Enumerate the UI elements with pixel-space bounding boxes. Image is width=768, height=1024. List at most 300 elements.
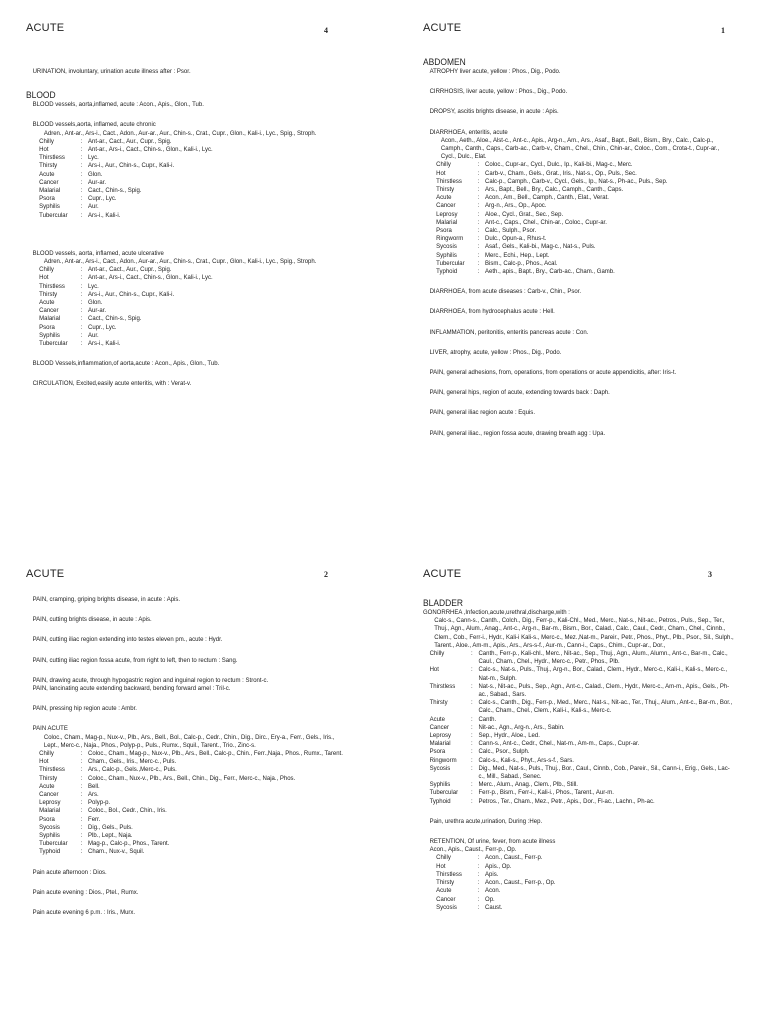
row-category: Hot xyxy=(436,169,446,177)
rubric-entry xyxy=(423,838,734,912)
row-remedies: Sep., Hydr., Aloe., Led. xyxy=(478,732,540,740)
remedy-row xyxy=(39,154,349,162)
row-colon: : xyxy=(477,879,480,887)
row-remedies: Cann-s., Ant-c., Cedr., Chel., Nat-m., Am-m., Caps., Cupr-ar. xyxy=(478,740,640,748)
remedy-row xyxy=(39,203,349,211)
remedy-row xyxy=(39,766,349,774)
row-remedies: Apis. xyxy=(485,870,499,878)
row-colon: : xyxy=(477,177,480,185)
row-category: Thirstless xyxy=(429,682,456,690)
rubric-entry xyxy=(26,869,349,877)
row-remedies: Aur-ar. xyxy=(88,307,107,315)
row-remedies: Calc-s., Canth., Dig., Ferr-p., Med., Merc., Nat-s., Nit-ac., Ter., Thuj., Alum., Ant-c., Bar-m., Bor., Calc., Cham., Chel., Clem., Kali-i., Kali-s., Merc-c. xyxy=(478,699,733,715)
rubric-title: BLOOD Vessels,inflammation,of aorta,acute : Acon., Apis., Glon., Tub. xyxy=(32,360,220,368)
row-remedies: Ars., Bapt., Bell., Bry., Calc., Camph., Canth., Caps. xyxy=(485,186,624,194)
remedy-row xyxy=(436,896,734,904)
rubric-entry xyxy=(26,685,349,693)
row-colon: : xyxy=(80,791,83,799)
row-remedies: Ferr. xyxy=(88,815,101,823)
row-colon: : xyxy=(477,218,480,226)
rubric-title: BLOOD vessels,aorta, inflamed, acute chronic xyxy=(32,121,156,129)
rubric-entry xyxy=(423,609,734,806)
row-category: Psora xyxy=(39,815,55,823)
remedy-row xyxy=(430,666,735,682)
row-remedies: Ars-i., Aur., Chin-s., Cupr., Kali-i. xyxy=(88,162,175,170)
page-3 xyxy=(384,512,768,1024)
row-colon: : xyxy=(80,290,83,298)
rubric-entry xyxy=(26,636,349,644)
remedy-row xyxy=(436,260,734,268)
row-category: Tubercular xyxy=(39,340,68,348)
remedy-row xyxy=(430,740,735,748)
row-category: Acute xyxy=(436,194,452,202)
row-remedies: Ars-i., Kali-i. xyxy=(88,340,121,348)
rubric-title: DIARRHOEA, from hydrocephalus acute : Hell. xyxy=(429,308,555,316)
rubric-title: Pain, urethra acute,urination, During :Hep. xyxy=(429,817,543,825)
rubric-title: INFLAMMATION, peritonitis, enteritis pancreas acute : Con. xyxy=(429,328,589,336)
page-body xyxy=(26,596,349,917)
row-remedies: Cact., Chin-s., Spig. xyxy=(88,187,142,195)
row-remedies: Dig., Med., Nat-s., Puls., Thuj., Bor., Caul., Cinnb., Cob., Pareir., Sil., Cann-i., Erig., Gels., Lac-c., Mill., Sabad., Senec. xyxy=(478,764,730,781)
rubric-entry xyxy=(423,409,734,417)
row-category: Thirstless xyxy=(436,177,462,185)
remedy-row xyxy=(39,783,349,791)
rubric-entry xyxy=(423,129,734,277)
row-colon: : xyxy=(80,203,83,211)
row-category: Thirstless xyxy=(39,766,65,774)
remedy-row xyxy=(430,650,735,666)
rubric-title: RETENTION, Of urine, fever, from acute illness xyxy=(429,838,556,846)
rubric-title: PAIN, cramping, griping brights disease, in acute : Apis. xyxy=(32,596,181,603)
row-colon: : xyxy=(80,823,83,831)
remedy-list: Adren., Ant-ar., Ars-i., Cact., Adon., Aur-ar., Aur., Chin-s., Crat., Cupr., Glon., Kali-i., Lyc., Spig., Stroph. xyxy=(43,129,317,137)
row-category: Hot xyxy=(39,758,49,766)
row-category: Leprosy xyxy=(436,210,458,218)
row-category: Hot xyxy=(39,146,49,154)
remedy-row xyxy=(39,840,349,848)
page-body xyxy=(423,57,734,438)
row-category: Psora xyxy=(39,195,55,203)
rubric-entry xyxy=(423,430,734,438)
row-colon: : xyxy=(470,715,473,723)
row-remedies: Cham., Nux-v., Squil. xyxy=(88,848,145,856)
row-colon: : xyxy=(477,186,480,194)
row-category: Cancer xyxy=(39,791,59,799)
rubric-entry xyxy=(423,389,734,397)
row-remedies: Calc., Sulph., Psor. xyxy=(485,227,537,235)
remedy-row xyxy=(436,202,734,210)
rubric-entry xyxy=(423,349,734,357)
rubric-title: CIRRHOSIS, liver acute, yellow : Phos., Dig., Podo. xyxy=(429,88,568,96)
remedy-row xyxy=(436,170,734,178)
rubric-title: PAIN, drawing acute, through hypogastric region and inguinal region to rectum : Stront-c. xyxy=(32,676,269,684)
rubric-entry xyxy=(423,329,734,337)
row-remedies: Petros., Ter., Cham., Mez., Petr., Apis., Dor., Fl-ac., Lachn., Ph-ac. xyxy=(478,797,655,805)
remedy-row xyxy=(39,775,349,783)
row-remedies: Lyc. xyxy=(88,154,99,162)
row-colon: : xyxy=(80,162,83,170)
rubric-entry xyxy=(423,369,734,377)
row-category: Cancer xyxy=(429,723,449,731)
rubric-entry xyxy=(423,288,734,296)
row-colon: : xyxy=(470,764,473,772)
remedy-row xyxy=(39,195,349,203)
remedy-row xyxy=(436,268,734,276)
rubric-title: DROPSY, ascitis brights disease, in acute : Apis. xyxy=(429,108,559,116)
row-remedies: Calc-s., Nat-s., Puls., Thuj., Arg-n., Bor., Calad., Clem., Hydr., Merc-c., Kali-i., Kali-s., Merc-c., Nat-m., Sulph. xyxy=(478,666,728,682)
remedy-table xyxy=(33,138,350,220)
row-colon: : xyxy=(477,903,480,911)
page-1 xyxy=(384,0,768,512)
row-remedies: Ars-i., Aur., Chin-s., Cupr., Kali-i. xyxy=(88,290,175,298)
row-category: Psora xyxy=(39,323,55,331)
row-colon: : xyxy=(477,862,480,870)
row-category: Typhoid xyxy=(39,848,61,856)
row-colon: : xyxy=(80,766,83,774)
rubric-entry xyxy=(26,121,349,219)
page-header: ACUTE xyxy=(26,568,65,580)
remedy-row xyxy=(39,848,349,856)
row-category: Chilly xyxy=(429,650,445,658)
row-colon: : xyxy=(470,748,473,756)
remedy-row xyxy=(430,781,735,789)
rubric-entry xyxy=(26,657,349,665)
remedy-list: Acon., Apis., Caust., Ferr-p., Op. xyxy=(429,846,517,854)
row-category: Thirsty xyxy=(436,186,455,194)
row-colon: : xyxy=(80,307,83,315)
rubric-title: GONORRHEA ,Infection,acute,urethral,discharge,with : xyxy=(423,609,570,616)
remedy-row xyxy=(436,219,734,227)
section-heading: BLOOD xyxy=(26,90,56,101)
row-category: Hot xyxy=(436,862,446,870)
row-remedies: Calc-p., Camph., Carb-v., Cycl., Gels., Ip., Nat-s., Ph-ac., Puls., Sep. xyxy=(485,177,668,185)
row-colon: : xyxy=(477,227,480,235)
row-colon: : xyxy=(470,723,473,731)
remedy-row xyxy=(430,699,735,715)
remedy-list: Adren., Ant-ar., Ars-i., Cact., Adon., Aur-ar., Aur., Chin-s., Crat., Cupr., Glon., Kali-i., Lyc., Spig., Stroph. xyxy=(43,258,317,266)
remedy-row xyxy=(39,807,349,815)
rubric-title: PAIN ACUTE xyxy=(32,725,68,733)
row-category: Sycosis xyxy=(436,243,457,251)
row-colon: : xyxy=(470,740,473,748)
row-colon: : xyxy=(80,807,83,815)
row-category: Chilly xyxy=(39,750,54,758)
row-remedies: Calc., Psor., Sulph. xyxy=(478,748,530,756)
page-body xyxy=(26,68,349,389)
row-category: Syphilis xyxy=(39,832,60,840)
rubric-title: DIARRHOEA, enteritis, acute xyxy=(429,128,508,136)
section-heading: ABDOMEN xyxy=(423,57,466,67)
row-remedies: Cupr., Lyc. xyxy=(88,195,117,203)
row-category: Ringworm xyxy=(436,235,464,243)
row-category: Cancer xyxy=(39,178,59,186)
row-remedies: Ars. xyxy=(88,791,99,799)
row-category: Thirstless xyxy=(39,282,65,290)
row-category: Thirsty xyxy=(436,879,455,887)
row-category: Malarial xyxy=(429,740,451,748)
row-category: Psora xyxy=(429,748,446,756)
rubric-entry xyxy=(26,705,349,713)
row-category: Sycosis xyxy=(39,823,60,831)
remedy-row xyxy=(39,758,349,766)
row-remedies: Ant-ar., Cact., Aur., Cupr., Spig. xyxy=(88,266,172,274)
rubric-title: DIARRHOEA, from acute diseases : Carb-v., Chin., Psor. xyxy=(429,288,582,296)
row-remedies: Canth., Ferr-p., Kali-chl., Merc., Nit-ac., Sep., Thuj., Agn., Alum., Alumn., Ant-c., Bar-m., Calc., Caul., Cham., Chel., Hydr., Merc-c., Petr., Phos., Plb. xyxy=(478,650,728,666)
row-remedies: Aur. xyxy=(88,331,99,339)
row-colon: : xyxy=(80,187,83,195)
row-colon: : xyxy=(80,782,83,790)
row-remedies: Aloe., Cycl., Grat., Sec., Sep. xyxy=(485,210,564,218)
rubric-entry xyxy=(26,360,349,368)
row-category: Tubercular xyxy=(436,259,465,267)
remedy-table xyxy=(430,161,735,276)
row-colon: : xyxy=(477,194,480,202)
row-remedies: Caust. xyxy=(485,903,503,911)
row-colon: : xyxy=(80,840,83,848)
row-category: Chilly xyxy=(39,266,54,274)
page-number: 4 xyxy=(324,26,328,35)
row-category: Leprosy xyxy=(39,799,61,807)
row-category: Syphilis xyxy=(429,781,451,789)
row-colon: : xyxy=(80,815,83,823)
row-remedies: Carb-v., Cham., Gels., Grat., Iris., Nat-s., Op., Puls., Sec. xyxy=(485,169,637,177)
row-colon: : xyxy=(80,832,83,840)
remedy-table xyxy=(430,854,735,911)
page-header: ACUTE xyxy=(26,22,65,34)
rubric-title: Pain acute evening : Dios., Ptel., Rumx. xyxy=(32,888,139,896)
remedy-table xyxy=(33,266,350,348)
remedy-row xyxy=(430,789,735,797)
row-remedies: Coloc., Bol., Cedr., Chin., Iris. xyxy=(88,807,167,815)
row-colon: : xyxy=(470,666,473,674)
remedy-row xyxy=(430,765,735,781)
remedy-row xyxy=(39,274,349,282)
remedy-row xyxy=(39,750,349,758)
page-header: ACUTE xyxy=(423,22,462,34)
rubric-title: PAIN, cutting brights disease, in acute : Apis. xyxy=(32,616,152,624)
rubric-entry xyxy=(423,308,734,316)
rubric-title: Pain acute evening 6 p.m. : Iris., Murx. xyxy=(32,909,136,917)
row-remedies: Dulc., Opun-a., Rhus-t. xyxy=(485,235,547,243)
row-remedies: Glon. xyxy=(88,170,103,178)
remedy-row xyxy=(39,283,349,291)
remedy-row xyxy=(430,732,735,740)
row-remedies: Cupr., Lyc. xyxy=(88,323,117,331)
remedy-row xyxy=(39,332,349,340)
row-category: Chilly xyxy=(39,137,54,145)
remedy-row xyxy=(430,757,735,765)
row-colon: : xyxy=(477,887,480,895)
rubric-entry xyxy=(26,909,349,917)
row-remedies: Acon., Caust., Ferr-p. xyxy=(485,854,543,862)
remedy-row xyxy=(39,816,349,824)
rubric-entry xyxy=(26,101,349,109)
rubric-title: PAIN, lancinating acute extending backward, bending forward amel : Tril-c. xyxy=(32,685,231,693)
rubric-entry xyxy=(26,380,349,388)
row-category: Hot xyxy=(429,666,439,674)
row-colon: : xyxy=(477,235,480,243)
row-colon: : xyxy=(477,854,480,862)
row-category: Sycosis xyxy=(429,764,451,772)
rubric-entry xyxy=(423,818,734,826)
section-heading: BLADDER xyxy=(423,598,463,608)
row-colon: : xyxy=(477,870,480,878)
page-header: ACUTE xyxy=(423,568,462,580)
row-colon: : xyxy=(477,259,480,267)
row-colon: : xyxy=(470,797,473,805)
row-category: Thirsty xyxy=(429,699,448,707)
row-colon: : xyxy=(477,169,480,177)
page-4 xyxy=(0,0,384,512)
rubric-entry xyxy=(26,725,349,856)
rubric-entry xyxy=(26,68,349,76)
row-remedies: Merc., Alum., Anag., Clem., Plb., Still. xyxy=(478,781,578,789)
remedy-row xyxy=(39,187,349,195)
row-category: Syphilis xyxy=(39,203,60,211)
row-category: Hot xyxy=(39,274,49,282)
row-remedies: Ars., Calc-p., Gels.,Merc-c., Puls. xyxy=(88,766,177,774)
rubric-title: LIVER, atrophy, acute, yellow : Phos., Dig., Podo. xyxy=(429,348,562,356)
row-colon: : xyxy=(80,340,83,348)
row-colon: : xyxy=(80,282,83,290)
remedy-row xyxy=(436,211,734,219)
row-colon: : xyxy=(80,323,83,331)
row-category: Ringworm xyxy=(429,756,457,764)
row-category: Syphilis xyxy=(39,331,60,339)
rubric-title: PAIN, pressing hip region acute : Ambr. xyxy=(32,705,137,713)
remedy-row xyxy=(430,748,735,756)
row-remedies: Bism., Calc-p., Phos., Acal. xyxy=(485,259,558,267)
remedy-row xyxy=(436,243,734,251)
row-colon: : xyxy=(80,154,83,162)
remedy-row xyxy=(39,307,349,315)
remedy-row xyxy=(436,904,734,912)
rubric-title: BLOOD vessels, aorta, inflamed, acute ulcerative xyxy=(32,249,164,257)
row-remedies: Nit-ac., Agn., Arg-n., Ars., Sabin. xyxy=(478,723,565,731)
remedy-table xyxy=(423,650,734,806)
row-colon: : xyxy=(80,195,83,203)
rubric-entry xyxy=(423,68,734,76)
row-category: Thirsty xyxy=(39,162,58,170)
row-remedies: Ars-i., Kali-i. xyxy=(88,211,121,219)
remedy-row xyxy=(436,227,734,235)
rubric-title: URINATION, involuntary, urination acute illness after : Psor. xyxy=(32,68,191,75)
remedy-list: Calc-s., Cann-s., Canth., Colch., Dig., Ferr-p., Kali-Chl., Med., Merc., Nat-s., Nit-ac., Petros., Puls., Sep., Ter., Thuj., Agn., Alum., Anag., Ant-c., Arg-n., Bar-m., Bism., Bor., Calad., Calc., Caul., Cedr., Cham., Chel., Cinnb., Clem., Cob., Ferr-i., Hydr., Kali-i Kali-s., Merc-c., Mez.,Nat-m., Pareir., Petr., Phos., Phyt., Plb., Psor., Sil., Sulph., Tarent., Aloe., Am-m., Apis., Ars., Ars-s-f., Aur-m., Cann-i., Caps., Chim., Cupr-ar., Dor., xyxy=(434,617,734,649)
row-remedies: Lyc. xyxy=(88,282,99,290)
row-colon: : xyxy=(80,799,83,807)
row-colon: : xyxy=(477,268,480,276)
rubric-title: PAIN, cutting iliac region extending into testes eleven pm., acute : Hydr. xyxy=(32,636,223,644)
rubric-entry xyxy=(26,596,349,604)
row-remedies: Ant-ar., Ars-i., Cact., Chin-s., Glon., Kali-i., Lyc. xyxy=(88,274,213,282)
row-colon: : xyxy=(477,895,480,903)
remedy-list: Coloc., Cham., Mag-p., Nux-v., Plb., Ars., Bell., Bol., Calc-p., Cedr., Chin., Dig., Dirc., Ery-a., Ferr., Gels., Iris., Lept., Merc-c., Naja., Phos., Polyp-p., Puls., Rumx., Squil., Tarent., Trio., Zinc-s. xyxy=(43,733,335,749)
row-category: Typhoid xyxy=(436,268,458,276)
row-remedies: Acon., Caust., Ferr-p., Op. xyxy=(485,879,556,887)
row-remedies: Coloc., Cham., Nux-v., Plb., Ars., Bell., Chin., Dig., Ferr., Merc-c., Naja., Phos. xyxy=(88,774,296,782)
remedy-row xyxy=(436,178,734,186)
row-category: Cancer xyxy=(436,202,456,210)
row-category: Acute xyxy=(39,170,55,178)
remedy-row xyxy=(39,212,349,220)
remedy-row xyxy=(436,879,734,887)
remedy-row xyxy=(430,683,735,699)
remedy-row xyxy=(430,798,735,806)
row-category: Acute xyxy=(39,782,55,790)
row-remedies: Ant-ar., Cact., Aur., Cupr., Spig. xyxy=(88,137,172,145)
row-remedies: Op. xyxy=(485,895,495,903)
rubric-title: CIRCULATION, Excited,easily acute enteritis, with : Verat-v. xyxy=(32,380,192,388)
row-colon: : xyxy=(470,781,473,789)
rubric-entry xyxy=(26,250,349,348)
row-category: Typhoid xyxy=(429,797,451,805)
remedy-row xyxy=(436,186,734,194)
row-category: Acute xyxy=(39,299,55,307)
row-category: Malarial xyxy=(39,187,61,195)
row-colon: : xyxy=(80,146,83,154)
page-2 xyxy=(0,512,384,1024)
remedy-row xyxy=(39,799,349,807)
remedy-row xyxy=(39,162,349,170)
row-category: Cancer xyxy=(436,895,456,903)
row-remedies: Cact., Chin-s., Spig. xyxy=(88,315,142,323)
row-remedies: Dig., Gels., Puls. xyxy=(88,823,133,831)
row-category: Acute xyxy=(436,887,452,895)
row-remedies: Canth. xyxy=(478,715,497,723)
row-colon: : xyxy=(80,274,83,282)
row-colon: : xyxy=(80,266,83,274)
row-remedies: Cham., Gels., Iris., Merc-c., Puls. xyxy=(88,758,177,766)
row-remedies: Coloc., Cham., Mag-p., Nux-v., Plb., Ars., Bell., Calc-p., Chin., Ferr.,Naja., Phos., Rumx., Tarent. xyxy=(88,750,343,758)
row-category: Psora xyxy=(436,227,452,235)
remedy-row xyxy=(436,194,734,202)
row-colon: : xyxy=(477,161,480,169)
remedy-list: Acon., Aeth., Aloe., Alst-c., Ant-c., Apis., Arg-n., Am., Ars., Asaf., Bapt., Bell., Bism., Bry., Calc., Calc-p., Camph., Canth., Caps., Carb-ac., Carb-v., Cham., Chel., Chin., Chin-ar., Coloc., Com., Crota-t., Cupr-ar., Cycl., Dulc., Elat. xyxy=(440,136,720,161)
row-remedies: Apis., Op. xyxy=(485,862,512,870)
row-remedies: Coloc., Cupr-ar., Cycl., Dulc., Ip., Kali-bi., Mag-c., Merc. xyxy=(485,161,633,169)
remedy-row xyxy=(39,299,349,307)
row-colon: : xyxy=(80,170,83,178)
remedy-row xyxy=(39,266,349,274)
remedy-row xyxy=(39,340,349,348)
row-colon: : xyxy=(470,732,473,740)
row-colon: : xyxy=(477,251,480,259)
row-remedies: Ant-c., Caps., Chel., Chin-ar., Coloc., Cupr-ar. xyxy=(485,218,607,226)
row-colon: : xyxy=(80,848,83,856)
row-remedies: Nat-s., Nit-ac., Puls., Sep., Agn., Ant-c., Calad., Clem., Hydr., Merc-c., Am-m., Apis., Gels., Ph-ac., Sabad., Sars. xyxy=(478,682,730,699)
row-colon: : xyxy=(80,758,83,766)
row-category: Malarial xyxy=(39,315,61,323)
row-colon: : xyxy=(470,650,473,658)
row-remedies: Acon. xyxy=(485,887,501,895)
row-colon: : xyxy=(80,178,83,186)
remedy-row xyxy=(39,315,349,323)
row-category: Malarial xyxy=(436,218,458,226)
row-colon: : xyxy=(470,756,473,764)
row-remedies: Merc., Echi., Hep., Lept. xyxy=(485,251,550,259)
remedy-row xyxy=(39,824,349,832)
row-remedies: Ant-ar., Ars-i., Cact., Chin-s., Glon., Kali-i., Lyc. xyxy=(88,146,213,154)
rubric-title: PAIN, cutting iliac region fossa acute, from right to left, then to rectum : Sang. xyxy=(32,656,238,664)
row-remedies: Calc-s., Kali-s., Phyt., Ars-s-f., Sars. xyxy=(478,756,574,764)
row-category: Acute xyxy=(429,715,445,723)
remedy-row xyxy=(39,179,349,187)
rubric-entry xyxy=(423,88,734,96)
remedy-row xyxy=(39,171,349,179)
row-colon: : xyxy=(80,137,83,145)
row-remedies: Mag-p., Calc-p., Phos., Tarent. xyxy=(88,840,170,848)
row-remedies: Polyp-p. xyxy=(88,799,111,807)
